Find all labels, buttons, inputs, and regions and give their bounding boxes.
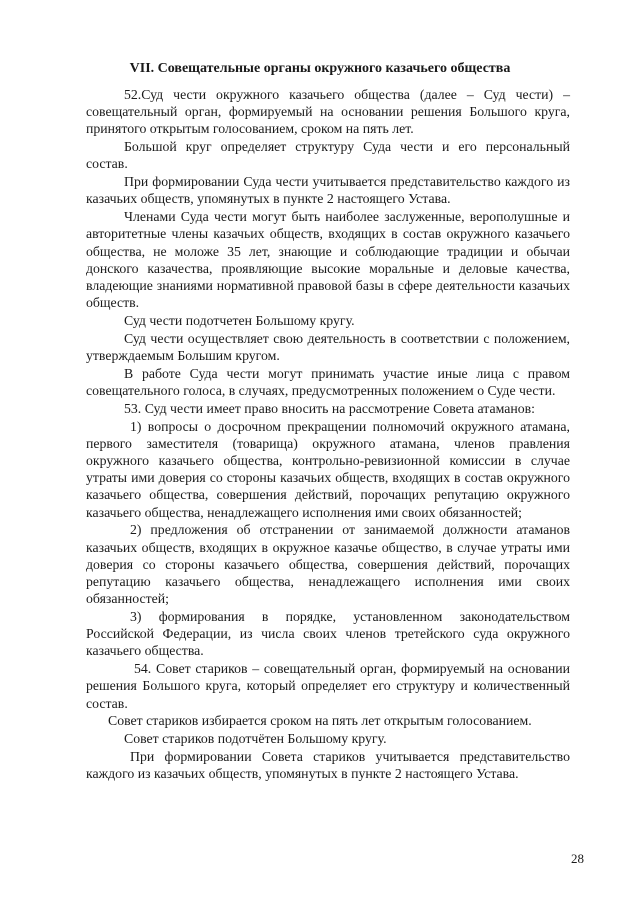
section-heading: VII. Совещательные органы окружного казачьего общества xyxy=(129,61,511,76)
paragraph-52: 52.Суд чести окружного казачьего общества (далее – Суд чести) – совещательный орган, формируемый на основании решения Большого круга, принятого открытым голосованием, сроком на пять лет. xyxy=(86,87,570,137)
document-body xyxy=(86,86,570,783)
paragraph-elders-accountable: Совет стариков подотчётен Большому кругу. xyxy=(124,731,387,747)
page-number: 28 xyxy=(571,851,584,866)
paragraph-elders-representation: При формировании Совета стариков учитывается представительство каждого из казачьих обществ, упомянутых в пункте 2 настоящего Устава. xyxy=(86,749,570,782)
paragraph-54: 54. Совет стариков – совещательный орган, формируемый на основании решения Большого круга, который определяет его структуру и количественный состав. xyxy=(86,661,570,711)
list-item-2: 2) предложения об отстранении от занимаемой должности атаманов казачьих обществ, входящих в окружное казачье общество, в случае утраты ими доверия со стороны казачьего общества, совершения действий, порочащих репутацию казачьего общества, ненадлежащего исполнения ими своих обязанностей; xyxy=(86,522,570,607)
list-item-3: 3) формирования в порядке, установленном законодательством Российской Федерации, из числа своих членов третейского суда окружного казачьего общества. xyxy=(86,609,570,659)
paragraph-representation: При формировании Суда чести учитывается представительство каждого из казачьих обществ, упомянутых в пункте 2 настоящего Устава. xyxy=(86,174,570,207)
paragraph-structure: Большой круг определяет структуру Суда чести и его персональный состав. xyxy=(86,139,570,172)
paragraph-activity: Суд чести осуществляет свою деятельность в соответствии с положением, утверждаемым Большим кругом. xyxy=(86,330,570,364)
paragraph-53: 53. Суд чести имеет право вносить на рассмотрение Совета атаманов: xyxy=(124,400,536,416)
paragraph-participants: В работе Суда чести могут принимать участие иные лица с правом совещательного голоса, в случаях, предусмотренных положением о Суде чести. xyxy=(86,365,570,399)
list-item-1: 1) вопросы о досрочном прекращении полномочий окружного атамана, первого заместителя (товарища) окружного атамана, членов правления окружного казачьего общества, контрольно-ревизионной комиссии в случае утраты ими доверия со стороны казачьих обществ, входящих в состав окружного казачьего общества, совершения действий, порочащих репутацию окружного казачьего общества, ненадлежащего исполнения ими своих обязанностей; xyxy=(86,418,570,520)
paragraph-accountable: Суд чести подотчетен Большому кругу. xyxy=(124,313,355,329)
paragraph-elders-term: Совет стариков избирается сроком на пять лет открытым голосованием. xyxy=(108,713,532,729)
paragraph-members: Членами Суда чести могут быть наиболее заслуженные, верополушные и авторитетные члены казачьих обществ, входящих в состав окружного казачьего общества, не моложе 35 лет, знающие и соблюдающие традиции и обычаи донского казачества, проявляющие высокие моральные и деловые качества, владеющие знаниями нормативной правовой базы в сфере деятельности казачьих обществ. xyxy=(86,209,570,311)
